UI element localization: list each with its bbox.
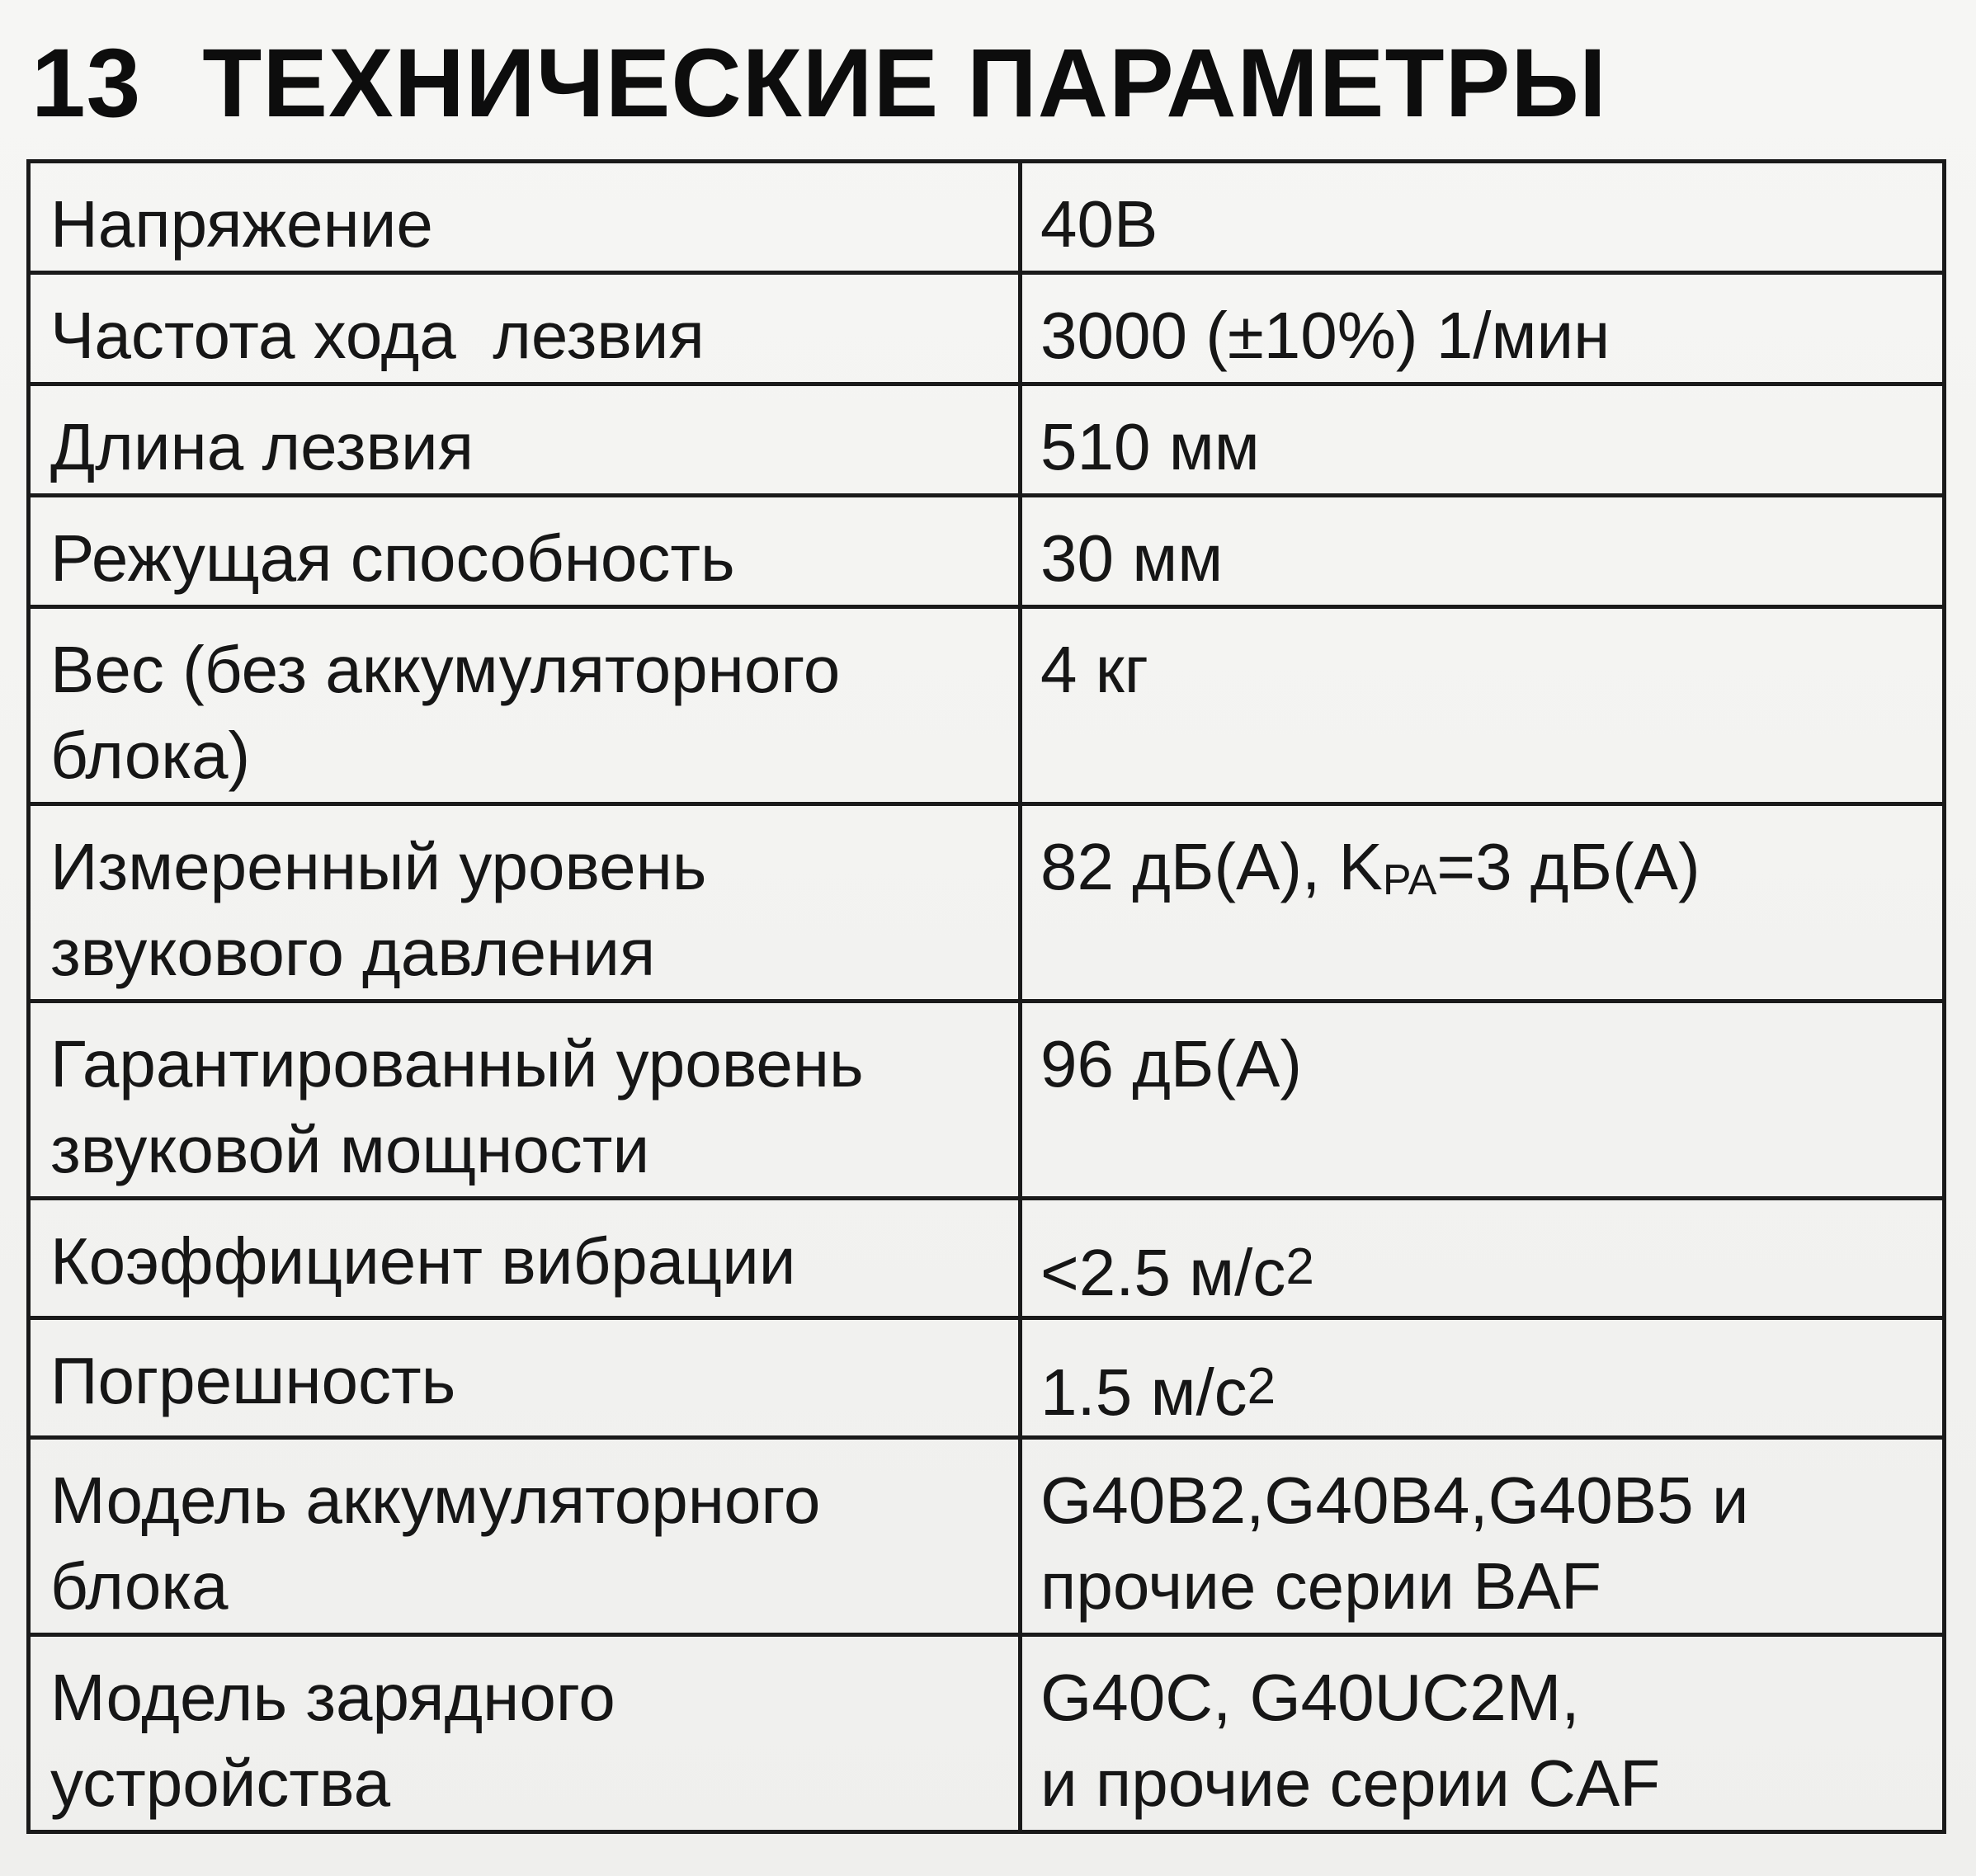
table-row xyxy=(29,804,1945,1002)
param-value xyxy=(1021,1199,1945,1318)
param-value xyxy=(1021,1635,1945,1832)
value-sound-pressure xyxy=(1040,824,1922,910)
label-sound-power-line2: звуковой мощности xyxy=(50,1113,650,1186)
param-label xyxy=(29,1199,1021,1318)
value-weight: 4 кг xyxy=(1040,633,1148,706)
value-sound-pressure-subscript: PA xyxy=(1382,856,1437,904)
label-stroke-rate: Частота хода лезвия xyxy=(50,299,705,372)
label-charger-model-line2: устройства xyxy=(50,1746,391,1820)
table-row xyxy=(29,1635,1945,1832)
table-row xyxy=(29,273,1945,384)
value-battery-model-line2: прочие серии BAF xyxy=(1040,1549,1601,1623)
label-weight-line2: блока) xyxy=(50,719,251,792)
label-sound-pressure-line2: звукового давления xyxy=(50,916,656,989)
param-value xyxy=(1021,607,1945,804)
table-row xyxy=(29,1318,1945,1438)
label-voltage: Напряжение xyxy=(50,187,433,261)
value-uncertainty-exponent: 2 xyxy=(1247,1358,1276,1415)
table-row xyxy=(29,496,1945,607)
value-voltage: 40В xyxy=(1040,187,1158,261)
value-uncertainty xyxy=(1040,1350,1922,1435)
label-battery-model-line1: Модель аккумуляторного xyxy=(50,1464,821,1537)
value-sound-power: 96 дБ(A) xyxy=(1040,1027,1303,1101)
label-charger-model-line1: Модель зарядного xyxy=(50,1661,615,1734)
label-sound-power-line1: Гарантированный уровень xyxy=(50,1027,864,1101)
section-number: 13 xyxy=(31,29,142,138)
value-vibration-exponent: 2 xyxy=(1285,1238,1314,1295)
param-value xyxy=(1021,162,1945,273)
section-title: ТЕХНИЧЕСКИЕ ПАРАМЕТРЫ xyxy=(202,29,1607,138)
table-row xyxy=(29,1438,1945,1635)
table-row xyxy=(29,1199,1945,1318)
param-label xyxy=(29,1635,1021,1832)
label-battery-model-line2: блока xyxy=(50,1549,229,1623)
section-heading xyxy=(31,30,1607,137)
param-value xyxy=(1021,1002,1945,1199)
value-uncertainty-main: 1.5 м/с xyxy=(1040,1355,1247,1429)
param-value xyxy=(1021,804,1945,1002)
param-value xyxy=(1021,384,1945,496)
param-label xyxy=(29,384,1021,496)
param-label xyxy=(29,1318,1021,1438)
technical-parameters-table xyxy=(26,159,1946,1834)
param-label xyxy=(29,1438,1021,1635)
param-label xyxy=(29,804,1021,1002)
value-charger-model-line2: и прочие серии CAF xyxy=(1040,1746,1661,1820)
table-row xyxy=(29,384,1945,496)
param-value xyxy=(1021,496,1945,607)
label-weight-line1: Вес (без аккумуляторного xyxy=(50,633,841,706)
value-vibration-main: <2.5 м/с xyxy=(1040,1236,1286,1309)
value-blade-length: 510 мм xyxy=(1040,410,1260,483)
value-battery-model-line1: G40B2,G40B4,G40B5 и xyxy=(1040,1464,1749,1537)
label-sound-pressure-line1: Измеренный уровень xyxy=(50,830,707,903)
table-row xyxy=(29,607,1945,804)
value-charger-model-line1: G40C, G40UC2M, xyxy=(1040,1661,1580,1734)
param-value xyxy=(1021,1318,1945,1438)
value-cutting-capacity: 30 мм xyxy=(1040,521,1224,595)
label-uncertainty: Погрешность xyxy=(50,1344,456,1417)
param-label xyxy=(29,273,1021,384)
param-label xyxy=(29,1002,1021,1199)
label-blade-length: Длина лезвия xyxy=(50,410,474,483)
label-vibration: Коэффициент вибрации xyxy=(50,1224,796,1298)
param-value xyxy=(1021,273,1945,384)
param-label xyxy=(29,162,1021,273)
value-sound-pressure-main: 82 дБ(A), K xyxy=(1040,830,1383,903)
value-stroke-rate: 3000 (±10%) 1/мин xyxy=(1040,299,1611,372)
param-value xyxy=(1021,1438,1945,1635)
param-label xyxy=(29,607,1021,804)
table-row xyxy=(29,1002,1945,1199)
value-sound-pressure-tail: =3 дБ(A) xyxy=(1436,830,1700,903)
table-row xyxy=(29,162,1945,273)
param-label xyxy=(29,496,1021,607)
label-cutting-capacity: Режущая способность xyxy=(50,521,735,595)
value-vibration xyxy=(1040,1230,1922,1316)
